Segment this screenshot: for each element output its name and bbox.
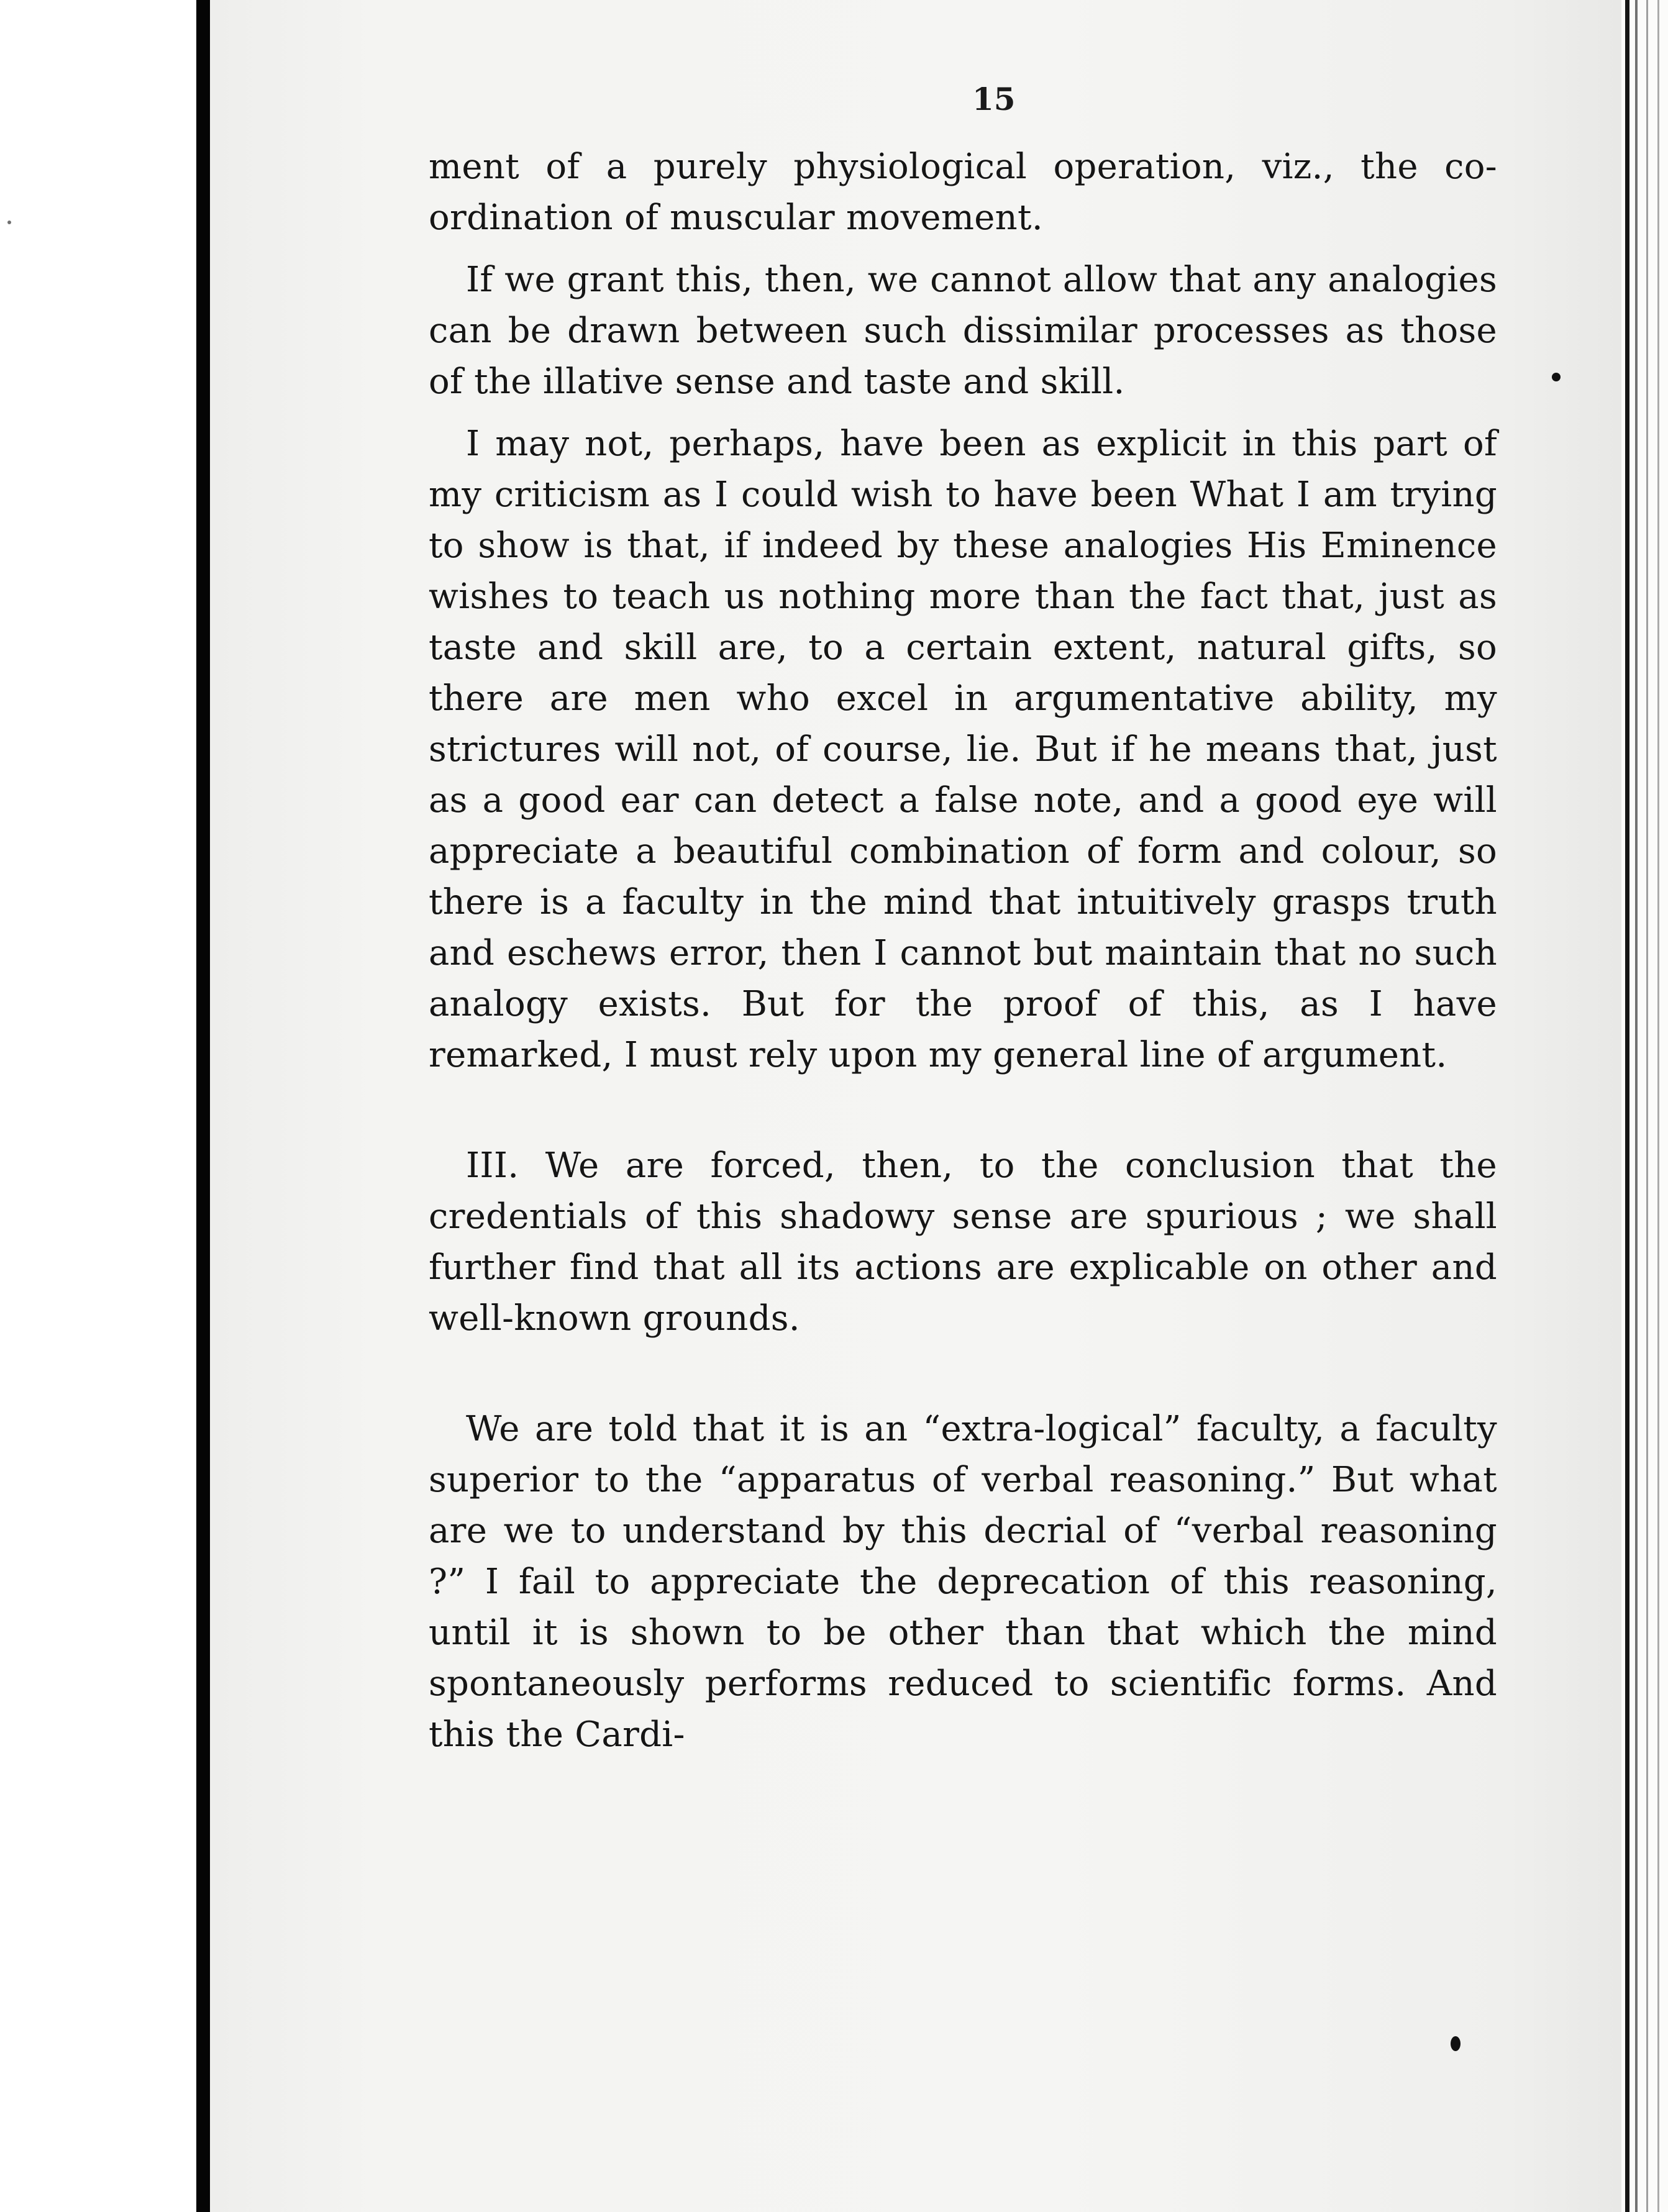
page-edge-line <box>1657 0 1659 2212</box>
ink-speck <box>1451 2036 1461 2051</box>
binding-edge-line <box>196 0 210 2212</box>
body-text <box>429 142 1497 1760</box>
ink-speck <box>1552 373 1561 381</box>
right-page-edges <box>1621 0 1668 2212</box>
page-edge-line <box>1635 0 1638 2212</box>
paragraph: ment of a purely physiological operation, viz., the co-ordination of muscular movement. <box>429 147 1497 238</box>
paragraph: We are told that it is an “extra-logical” faculty, a faculty superior to the “apparatus of verbal reasoning.” But what are we to understand by this decrial of “verbal reasoning ?” I fail to appreciate the deprecation of this reasoning, until it is shown to be other than that which the mind spontaneously performs reduced to scientific forms. And this the Cardi- <box>429 1409 1497 1755</box>
page-edge-line <box>1646 0 1648 2212</box>
page-edge-line <box>1625 0 1629 2212</box>
paragraph: If we grant this, then, we cannot allow that any analogies can be drawn between such dissimilar processes as those of the illative sense and taste and skill. <box>429 260 1497 402</box>
ink-speck <box>7 221 11 224</box>
page-number: 15 <box>972 81 1016 117</box>
paragraph: III. We are forced, then, to the conclusion that the credentials of this shadowy sense are spurious ; we shall further find that all its actions are explicable on other and well-known grounds. <box>429 1145 1497 1339</box>
paragraph: I may not, perhaps, have been as explicit in this part of my criticism as I could wish to have been What I am trying to show is that, if indeed by these analogies His Eminence wishes to teach us nothing more than the fact that, just as taste and skill are, to a certain extent, natural gifts, so there are men who excel in argumentative ability, my strictures will not, of course, lie. But if he means that, just as a good ear can detect a false note, and a good eye will appreciate a beautiful combination of form and colour, so there is a faculty in the mind that intuitively grasps truth and eschews error, then I cannot but maintain that no such analogy exists. But for the proof of this, as I have remarked, I must rely upon my general line of argument. <box>429 424 1497 1075</box>
left-margin-blank <box>0 0 199 2212</box>
